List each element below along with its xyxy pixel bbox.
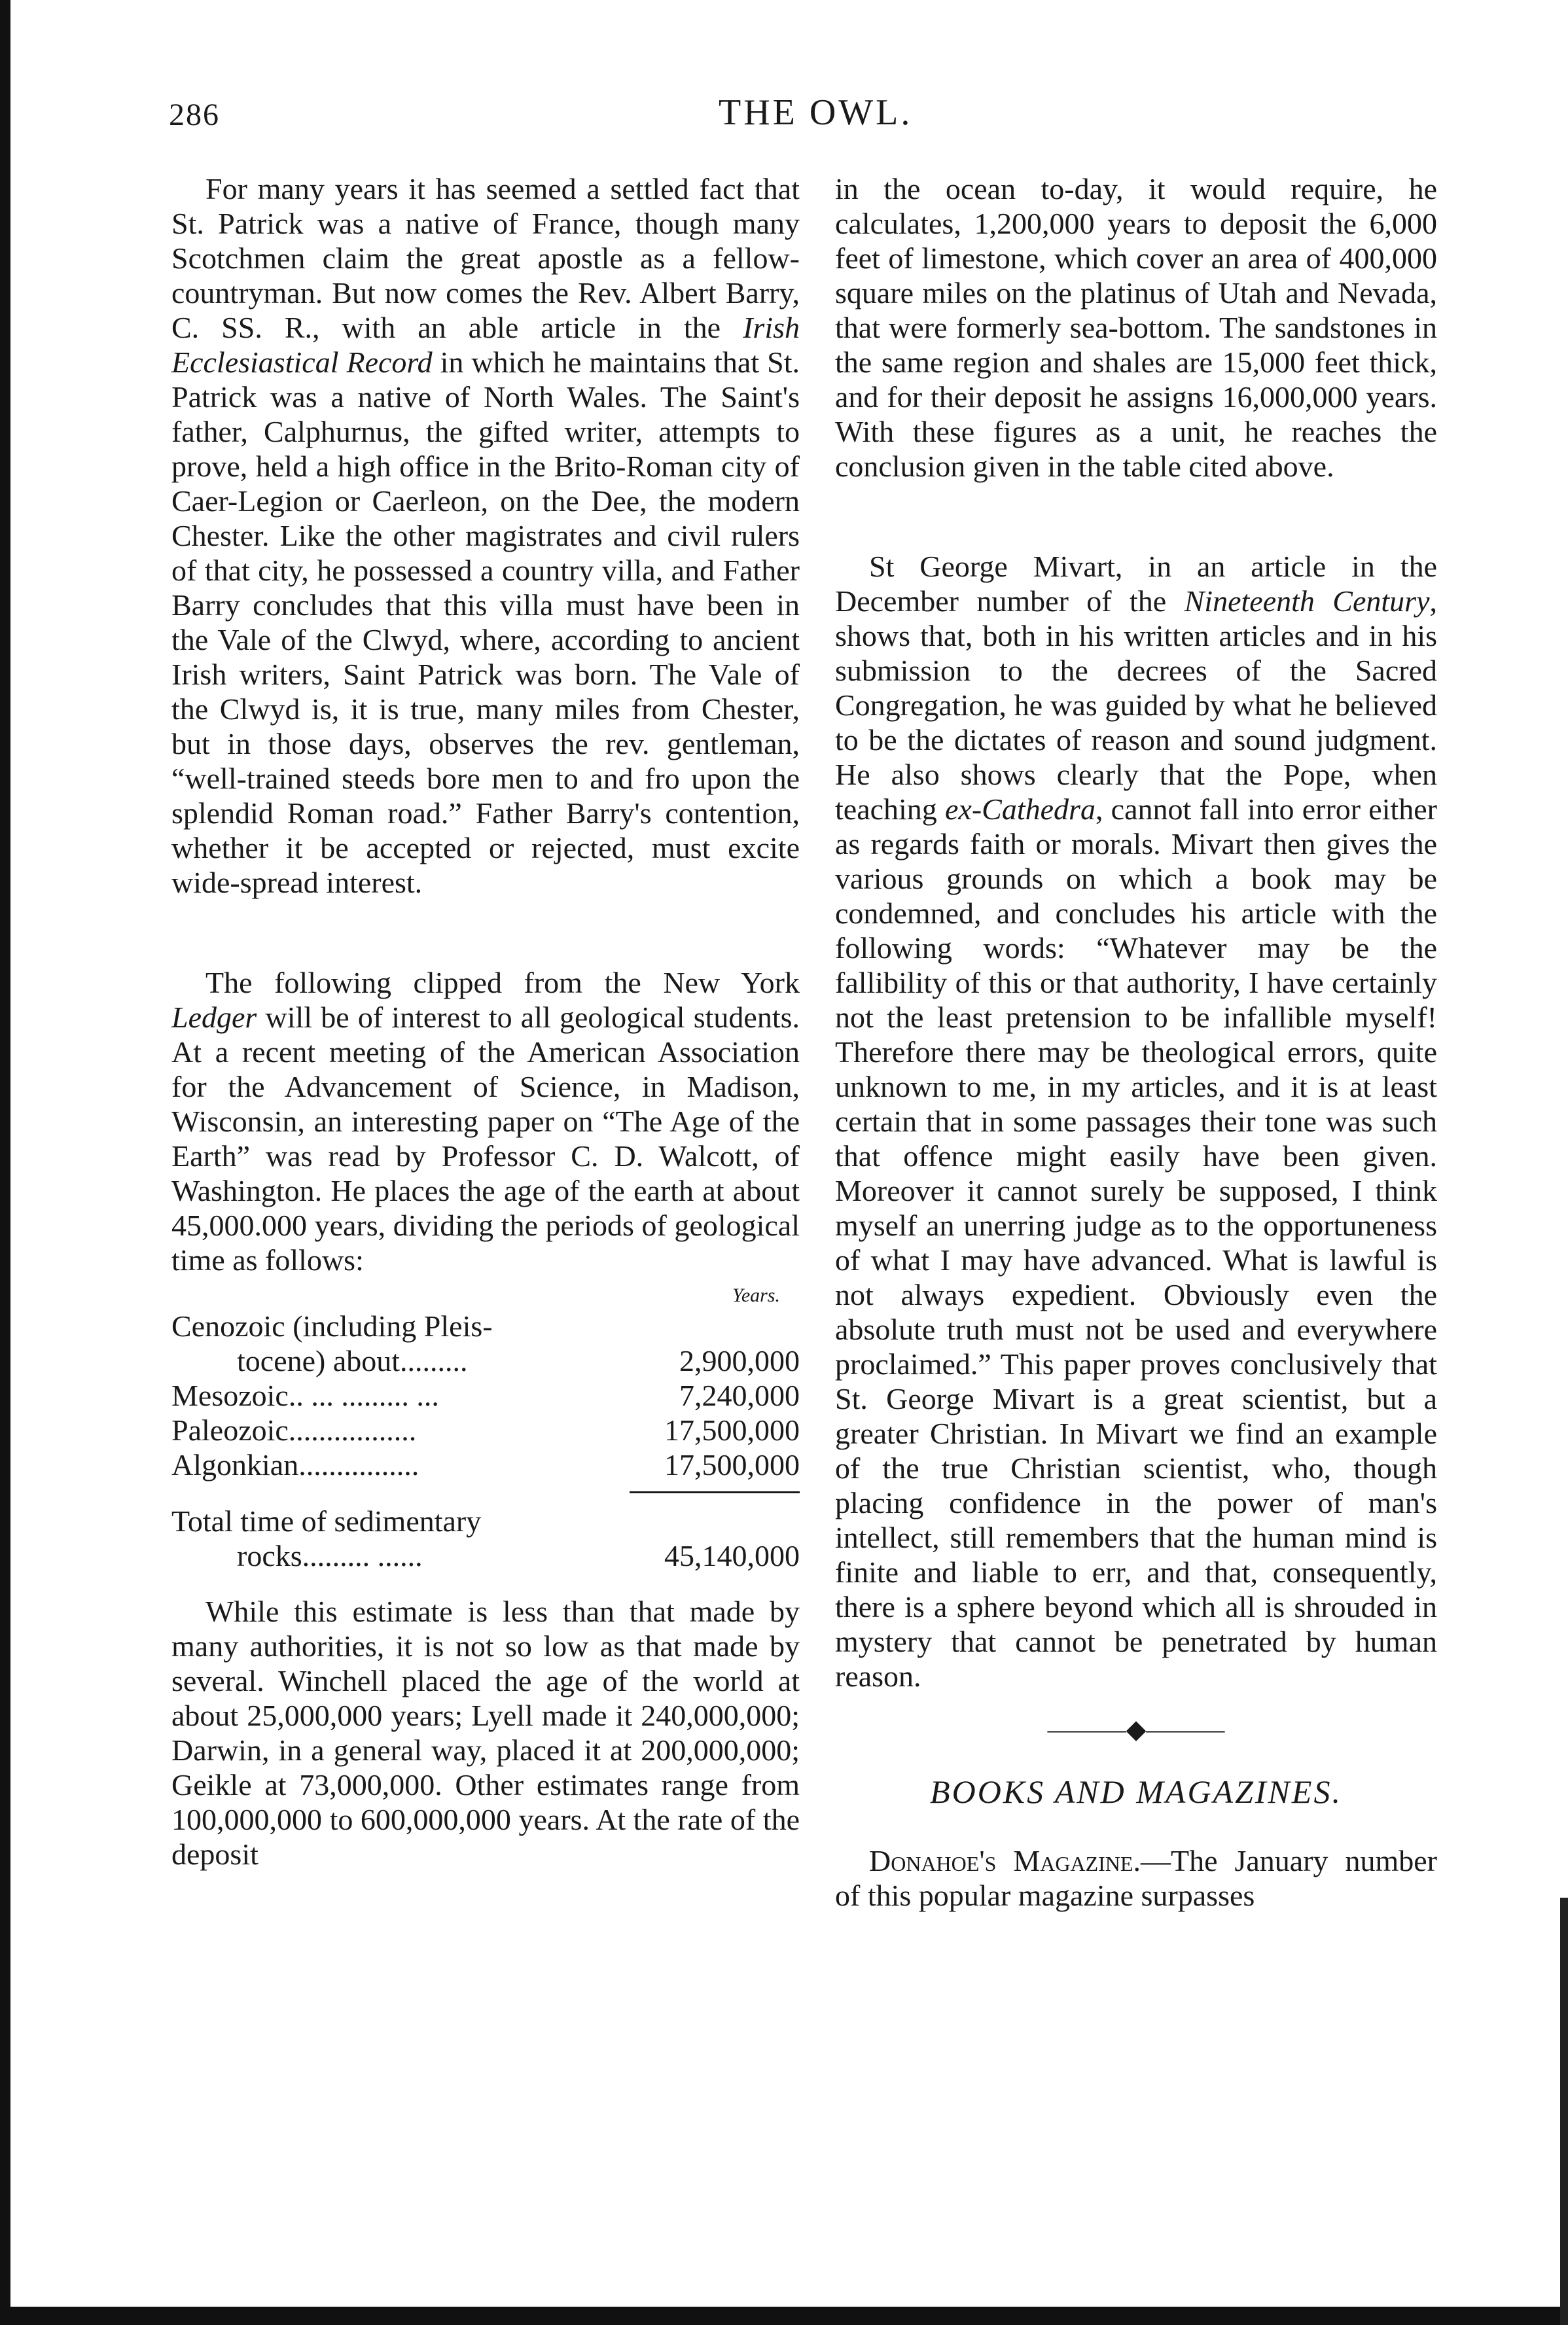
table-row: Algonkian................ 17,500,000 [171, 1448, 800, 1482]
table-total-row: rocks......... ...... 45,140,000 [237, 1539, 800, 1572]
years-column-header: Years. [732, 1285, 780, 1306]
paragraph-continuation: in the ocean to-day, it would require, he calculates, 1,200,000 years to deposit the 6,000 feet of limestone, which cover an area of 400,000 square miles on the platinus of Utah and Nevada, that were formerly sea-bottom. The sandstones in the same region and shales are 15,000 feet thick, and for their deposit he assigns 16,000,000 years. With these figures as a unit, he reaches the conclusion given in the table cited above. [835, 172, 1437, 483]
page-number: 286 [169, 98, 220, 132]
table-total-row: Total time of sedimentary [171, 1504, 482, 1538]
right-column [835, 171, 1437, 1913]
table-row: Cenozoic (including Pleis- [171, 1309, 493, 1343]
section-ornament: ———◆——— [1047, 1714, 1225, 1744]
total-rule [630, 1491, 800, 1493]
left-column [171, 171, 800, 1872]
table-row: Mesozoic.. ... ......... ... 7,240,000 [171, 1379, 800, 1412]
running-head: THE OWL. [719, 92, 913, 133]
table-row: tocene) about......... 2,900,000 [237, 1344, 800, 1377]
geological-periods-table [171, 1283, 800, 1573]
scan-edge-right [1560, 1898, 1568, 2325]
scan-edge-bottom [0, 2307, 1568, 2325]
paragraph-st-patrick: For many years it has seemed a settled fact that St. Patrick was a native of France, though many Scotchmen claim the great apostle as a fellow-countryman. But now comes the Rev. Albert Barry, C. SS. R., with an able article in the Irish Ecclesiastical Record in which he maintains that St. Patrick was a native of North Wales. The Saint's father, Calphurnus, the gifted writer, attempts to prove, held a high office in the Brito-Roman city of Caer-Legion or Caerleon, on the Dee, the modern Chester. Like the other magistrates and civil rulers of that city, he possessed a country villa, and Father Barry concludes that this villa must have been in the Vale of the Clwyd, where, according to ancient Irish writers, Saint Patrick was born. The Vale of the Clwyd is, it is true, many miles from Chester, but in those days, observes the rev. gentleman, “well-trained steeds bore men to and fro upon the splendid Roman road.” Father Barry's contention, whether it be accepted or rejected, must excite wide-spread interest. [171, 172, 800, 899]
paragraph-estimates: While this estimate is less than that made by many authorities, it is not so low as that made by several. Winchell placed the age of the world at about 25,000,000 years; Lyell made it 240,000,000; Darwin, in a general way, placed it at 200,000,000; Geikle at 73,000,000. Other estimates range from 100,000,000 to 600,000,000 years. At the rate of the deposit [171, 1595, 800, 1871]
paragraph-donahoe: Donahoe's Magazine.—The January number of this popular magazine surpasses [835, 1844, 1437, 1912]
paragraph-mivart: St George Mivart, in an article in the December number of the Nineteenth Century, shows that, both in his written articles and in his submission to the decrees of the Sacred Congregation, he was guided by what he believed to be the dictates of reason and sound judgment. He also shows clearly that the Pope, when teaching ex-Cathedra, cannot fall into error either as regards faith or morals. Mivart then gives the various grounds on which a book may be condemned, and concludes his article with the following words: “Whatever may be the fallibility of this or that authority, I have certainly not the least pretension to be infallible myself! Therefore there may be theological errors, quite unknown to me, in my articles, and it is at least certain that in some passages their tone was such that offence might easily have been given. Moreover it cannot surely be supposed, I think myself an unerring judge as to the opportuneness of what I may have advanced. What is lawful is not always expedient. Obviously even the absolute truth must not be used and everywhere proclaimed.” This paper proves conclusively that St. George Mivart is a great scientist, but a greater Christian. In Mivart we find an example of the true Christian scientist, who, though placing confidence in the power of man's intellect, still remembers that the human mind is finite and liable to err, and that, consequently, there is a sphere beyond which all is shrouded in mystery that cannot be penetrated by human reason. [835, 550, 1437, 1693]
paragraph-age-of-earth: The following clipped from the New York Ledger will be of interest to all geological students. At a recent meeting of the American Association for the Advancement of Science, in Madison, Wisconsin, an interesting paper on “The Age of the Earth” was read by Professor C. D. Walcott, of Washington. He places the age of the earth at about 45,000.000 years, dividing the periods of geological time as follows: [171, 966, 800, 1277]
table-row: Paleozoic................. 17,500,000 [171, 1413, 800, 1447]
scan-edge-left [0, 0, 10, 2325]
section-heading: BOOKS AND MAGAZINES. [930, 1773, 1342, 1810]
